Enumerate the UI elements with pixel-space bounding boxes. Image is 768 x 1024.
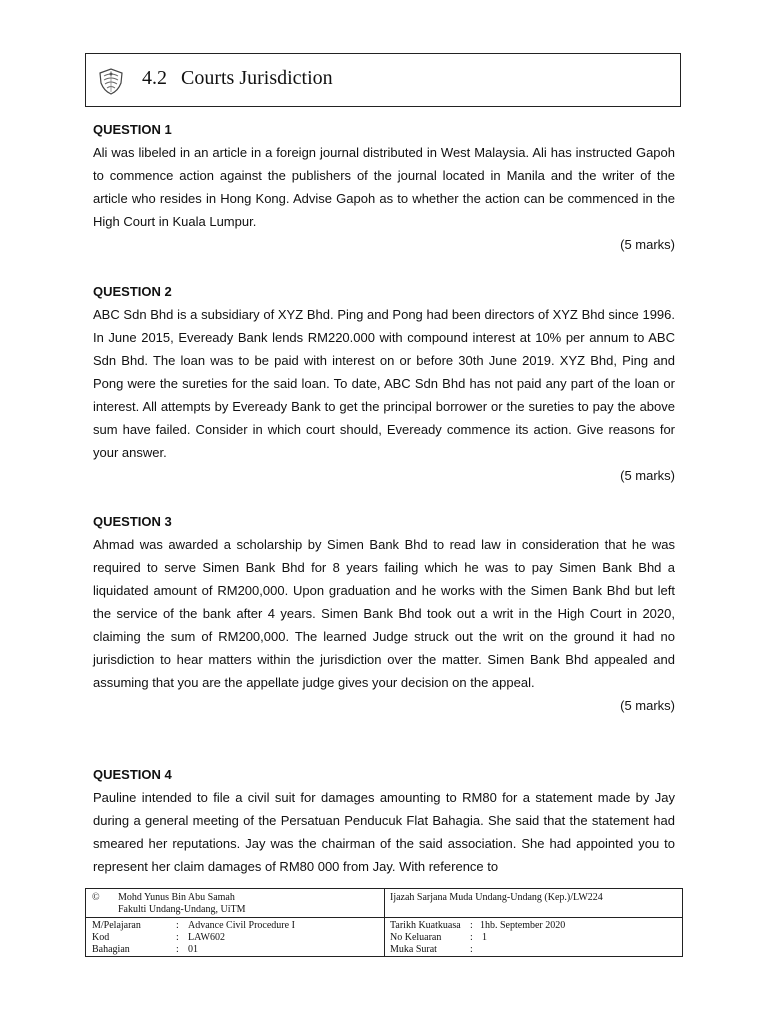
question-heading: QUESTION 4 <box>93 767 172 782</box>
separator: : <box>470 932 473 943</box>
question-heading: QUESTION 1 <box>93 122 172 137</box>
page-label: Muka Surat <box>390 944 437 955</box>
separator: : <box>470 944 473 955</box>
faculty-name: Fakulti Undang-Undang, UiTM <box>118 904 246 915</box>
code-value: LAW602 <box>188 932 225 943</box>
question-3 <box>93 510 675 717</box>
separator: : <box>470 920 473 931</box>
question-marks: (5 marks) <box>620 468 675 483</box>
issue-label: No Keluaran <box>390 932 442 943</box>
part-label: Bahagian <box>92 944 130 955</box>
part-value: 01 <box>188 944 198 955</box>
effective-date-label: Tarikh Kuatkuasa <box>390 920 461 931</box>
section-header <box>85 53 681 107</box>
section-number: 4.2 <box>142 67 167 89</box>
effective-date-value: 1hb. September 2020 <box>480 920 566 931</box>
subject-value: Advance Civil Procedure I <box>188 920 295 931</box>
subject-label: M/Pelajaran <box>92 920 141 931</box>
question-marks: (5 marks) <box>620 698 675 713</box>
document-footer <box>85 888 683 957</box>
question-heading: QUESTION 2 <box>93 284 172 299</box>
issue-value: 1 <box>482 932 487 943</box>
copyright-symbol: © <box>92 892 100 903</box>
question-2 <box>93 280 675 487</box>
programme-name: Ijazah Sarjana Muda Undang-Undang (Kep.)/LW224 <box>390 892 603 903</box>
separator: : <box>176 932 179 943</box>
section-title <box>142 67 333 90</box>
question-1 <box>93 118 675 256</box>
section-title-text: Courts Jurisdiction <box>181 67 333 89</box>
question-text: ABC Sdn Bhd is a subsidiary of XYZ Bhd. Ping and Pong had been directors of XYZ Bhd since 1996. In June 2015, Eveready Bank lends RM220.000 with compound interest at 10% per annum to ABC Sdn Bhd. The loan was to be paid with interest on or before 30th June 2019. XYZ Bhd, Ping and Pong were the sureties for the said loan. To date, ABC Sdn Bhd has not paid any part of the loan or interest. All attempts by Eveready Bank to get the principal borrower or the sureties to pay the above sum have failed. Consider in which court should, Eveready commence its action. Give reasons for your answer. <box>93 307 675 460</box>
question-text: Pauline intended to file a civil suit for damages amounting to RM80 for a statement made by Jay during a general meeting of the Persatuan Penducuk Flat Bahagia. She said that the statement had smeared her reputations. Jay was the chairman of the said association. She had appointed you to represent her claim damages of RM80 000 from Jay. With reference to <box>93 790 675 874</box>
question-marks: (5 marks) <box>620 237 675 252</box>
question-text: Ahmad was awarded a scholarship by Simen Bank Bhd to read law in consideration that he was required to serve Simen Bank Bhd for 8 years failing which he was to pay Simen Bank Bhd a liquidated amount of RM200,000. Upon graduation and he works with the Simen Bank Bhd but left the service of the bank after 4 years. Simen Bank Bhd took out a writ in the High Court in 2020, claiming the sum of RM200,000. The learned Judge struck out the writ on the ground it had no jurisdiction to hear matters within the jurisdiction over the matter. Simen Bank Bhd appealed and assuming that you are the appellate judge gives your decision on the appeal. <box>93 537 675 690</box>
question-text: Ali was libeled in an article in a foreign journal distributed in West Malaysia. Ali has instructed Gapoh to commence action against the publishers of the journal located in Manila and the writer of the article who resides in Hong Kong. Advise Gapoh as to whether the action can be commenced in the High Court in Kuala Lumpur. <box>93 145 675 229</box>
author-name: Mohd Yunus Bin Abu Samah <box>118 892 235 903</box>
footer-divider <box>86 917 682 918</box>
separator: : <box>176 944 179 955</box>
question-4 <box>93 763 675 878</box>
code-label: Kod <box>92 932 110 943</box>
university-crest-icon <box>96 66 126 96</box>
separator: : <box>176 920 179 931</box>
footer-divider <box>384 889 385 956</box>
question-heading: QUESTION 3 <box>93 514 172 529</box>
